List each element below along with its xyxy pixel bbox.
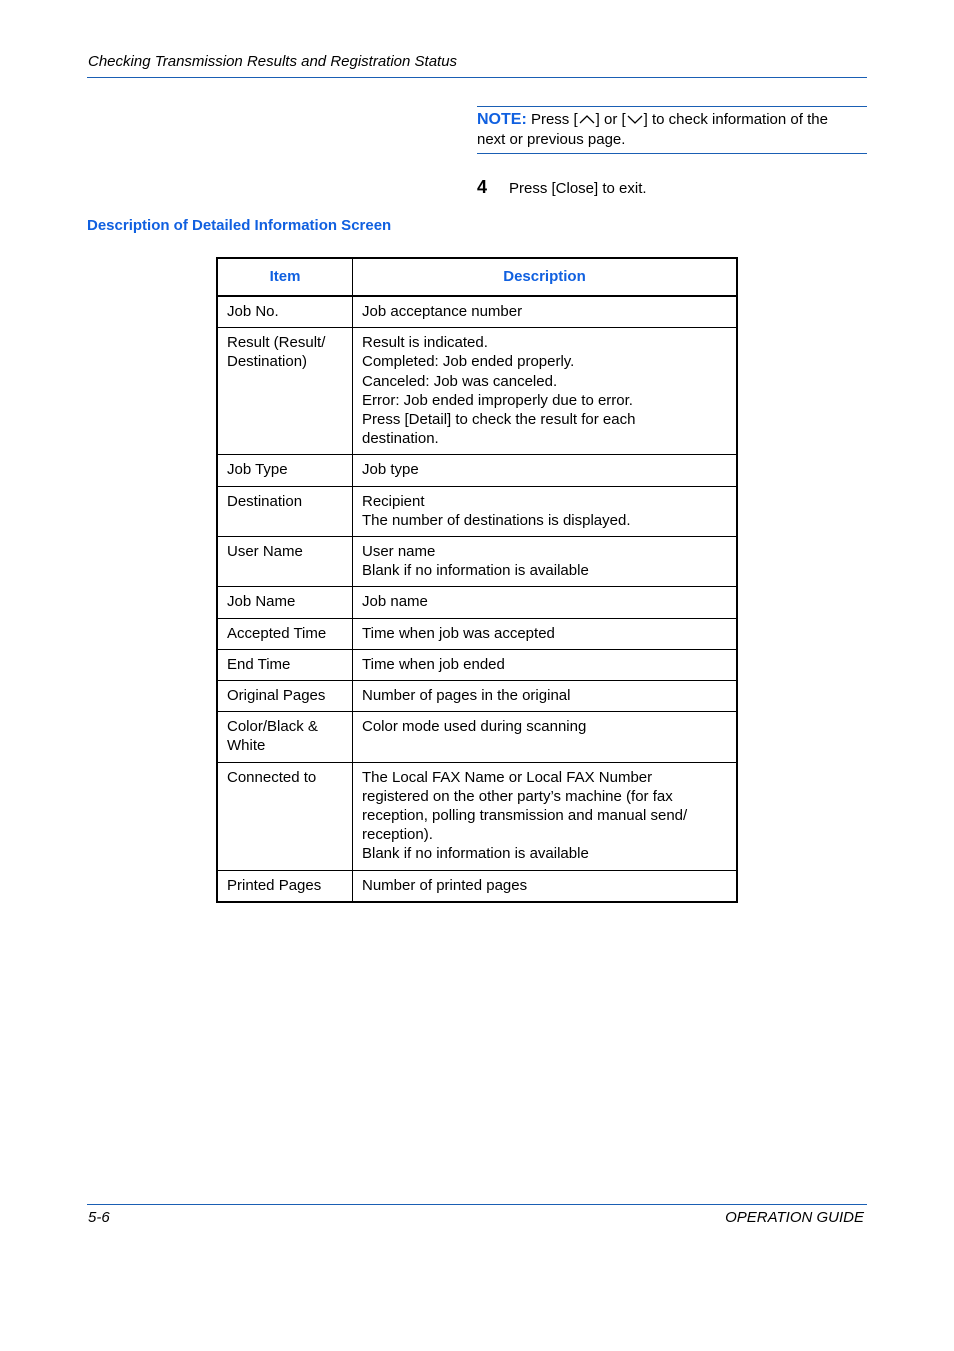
- description-cell-line: User name: [362, 543, 436, 561]
- note-line-1: [477, 111, 828, 129]
- description-cell: [353, 587, 738, 618]
- item-cell-line: Original Pages: [227, 687, 326, 705]
- description-cell-line: Completed: Job ended properly.: [362, 353, 575, 371]
- note-box: [477, 106, 867, 154]
- item-cell: [217, 486, 353, 536]
- section-heading: Description of Detailed Information Screen: [87, 217, 392, 234]
- table-row: [217, 587, 737, 618]
- item-cell: [217, 712, 353, 762]
- description-cell-line: The number of destinations is displayed.: [362, 511, 631, 529]
- description-cell-line: Error: Job ended improperly due to error.: [362, 391, 633, 409]
- column-header-item: Item: [217, 258, 353, 296]
- description-cell-line: Job acceptance number: [362, 303, 523, 320]
- description-cell: [353, 681, 738, 712]
- table-row: [217, 712, 737, 762]
- step-text: Press [Close] to exit.: [509, 180, 647, 197]
- description-cell-line: reception).: [362, 826, 433, 844]
- table-row: [217, 870, 737, 902]
- description-cell-line: Result is indicated.: [362, 334, 488, 352]
- item-cell-line: Color/Black &: [227, 718, 318, 736]
- description-cell-line: Recipient: [362, 492, 425, 510]
- description-cell: [353, 762, 738, 870]
- footer-divider: [87, 1204, 867, 1205]
- note-text-part3: ] to check information of the: [643, 111, 828, 128]
- table-body: [217, 296, 737, 902]
- item-cell: [217, 296, 353, 328]
- header-divider: [87, 77, 867, 78]
- page-number: 5-6: [88, 1209, 110, 1226]
- description-cell-line: Time when job ended: [362, 655, 505, 673]
- description-cell-line: Press [Detail] to check the result for each: [362, 411, 636, 429]
- description-cell: [353, 618, 738, 649]
- item-cell: [217, 455, 353, 486]
- description-cell-line: Number of pages in the original: [362, 687, 571, 705]
- description-cell-line: destination.: [362, 430, 439, 448]
- item-cell-line: Result (Result/: [227, 334, 326, 352]
- item-cell-line: White: [227, 737, 266, 755]
- description-cell-line: Job type: [362, 461, 419, 479]
- item-cell-line: Destination): [227, 353, 308, 371]
- description-cell-line: registered on the other party’s machine (for fax: [362, 787, 673, 805]
- description-cell-line: Canceled: Job was canceled.: [362, 372, 558, 390]
- item-cell-line: Job Name: [227, 593, 296, 611]
- description-cell: [353, 486, 738, 536]
- description-cell: [353, 455, 738, 486]
- item-cell: [217, 681, 353, 712]
- column-header-description: Description: [353, 258, 738, 296]
- item-cell-line: Job No.: [227, 303, 279, 320]
- item-cell: [217, 537, 353, 587]
- description-cell: [353, 296, 738, 328]
- guide-name: OPERATION GUIDE: [725, 1209, 864, 1226]
- table-row: [217, 618, 737, 649]
- description-cell-line: Job name: [362, 593, 428, 611]
- note-line-2: next or previous page.: [477, 131, 626, 148]
- item-cell-line: End Time: [227, 655, 291, 673]
- table-row: [217, 537, 737, 587]
- description-cell-line: Number of printed pages: [362, 876, 528, 894]
- description-cell-line: Time when job was accepted: [362, 624, 555, 642]
- item-cell-line: Destination: [227, 492, 303, 510]
- description-cell-line: Color mode used during scanning: [362, 718, 587, 736]
- item-cell: [217, 762, 353, 870]
- chevron-up-icon: [578, 112, 596, 124]
- table-row: [217, 296, 737, 328]
- item-cell-line: User Name: [227, 543, 303, 561]
- item-cell-line: Printed Pages: [227, 876, 322, 894]
- item-cell: [217, 649, 353, 680]
- description-cell: [353, 537, 738, 587]
- item-cell: [217, 870, 353, 902]
- note-text-part1: Press [: [530, 111, 578, 128]
- item-cell-line: Connected to: [227, 768, 317, 786]
- item-cell: [217, 587, 353, 618]
- description-cell-line: reception, polling transmission and manual send/: [362, 807, 688, 825]
- note-label: NOTE:: [477, 111, 527, 128]
- table-row: [217, 328, 737, 455]
- detail-info-table: [216, 257, 738, 903]
- description-cell-line: Blank if no information is available: [362, 845, 589, 863]
- item-cell-line: Job Type: [227, 461, 288, 479]
- description-cell: [353, 712, 738, 762]
- description-cell-line: Blank if no information is available: [362, 562, 589, 580]
- description-cell: [353, 649, 738, 680]
- table-row: [217, 762, 737, 870]
- table-row: [217, 681, 737, 712]
- running-header-title: Checking Transmission Results and Registration Status: [88, 53, 458, 70]
- description-cell-line: The Local FAX Name or Local FAX Number: [362, 768, 653, 786]
- item-cell: [217, 618, 353, 649]
- table-row: [217, 649, 737, 680]
- step-number: 4: [477, 177, 488, 197]
- table-row: [217, 455, 737, 486]
- note-text-part2: ] or [: [595, 111, 626, 128]
- table-row: [217, 486, 737, 536]
- item-cell: [217, 328, 353, 455]
- description-cell: [353, 870, 738, 902]
- description-cell: [353, 328, 738, 455]
- item-cell-line: Accepted Time: [227, 624, 327, 642]
- chevron-down-icon: [626, 112, 644, 124]
- table-header-row: [217, 258, 737, 296]
